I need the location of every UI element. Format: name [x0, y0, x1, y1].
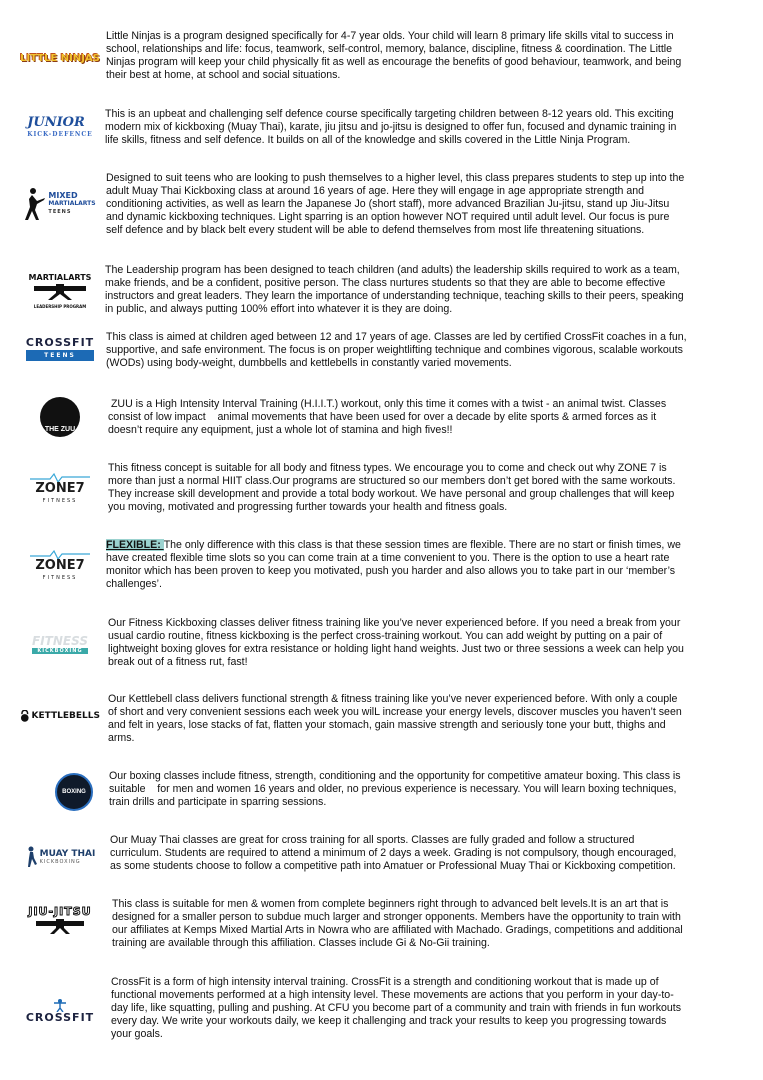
program-description: [106, 172, 684, 237]
text-line: challenges’.: [106, 577, 162, 590]
logo-subword: FITNESS: [42, 575, 78, 581]
program-description: [109, 770, 681, 809]
zone7-logo: [20, 472, 100, 508]
text-line: Our Muay Thai classes are great for cross training for all sports. Classes are fully graded and follow a structured: [110, 834, 635, 846]
program-description: [105, 108, 676, 147]
logo-subword: LEADERSHIP PROGRAM: [33, 304, 87, 309]
program-description: [106, 331, 687, 370]
text-line: CrossFit is a form of high intensity interval training. CrossFit is a strength and conditioning workout that is made up of: [111, 976, 659, 988]
logo-word: MARTIALARTS: [28, 273, 92, 282]
text-line: self defence and by black belt every student will be able to defend themselves from most life threatening situations.: [106, 223, 645, 236]
logo-subword: TEENS: [48, 209, 72, 215]
little-ninjas-logo: [20, 44, 100, 74]
logo-word: FITNESS: [32, 634, 88, 648]
zone7-logo-text: [30, 550, 90, 584]
leadership-logo: [20, 268, 100, 316]
text-line: Little Ninjas is a program designed specifically for 4-7 year olds. Your child will learn 8 primary life skills vital to success in: [106, 30, 674, 42]
text-line: have created flexible time slots so you can come train at a time convenient to you. There is the option to use a heart rate: [106, 551, 670, 564]
program-description: [106, 539, 681, 591]
text-line: (WODs) using body-weight, dumbbells and kettlebells in constantly varied movements.: [106, 356, 512, 369]
logo-word: BOXING: [62, 789, 86, 795]
text-line: and dynamic kickboxing techniques. Light sparring is an option however NOT required until adult level. Our focus is pure: [106, 210, 670, 223]
text-line: their best at home, at school and social situations.: [106, 68, 341, 81]
kicker-icon: [25, 846, 37, 868]
text-line: doesn’t require any equipment, just a whole lot of stamina and high fives!!: [108, 423, 453, 436]
crossfit-logo: [20, 990, 100, 1030]
text-line: training are available through this affiliation. Classes include Gi & No-Gii training.: [112, 936, 490, 949]
program-description: [108, 617, 684, 669]
program-description: [108, 398, 666, 437]
logo-word: KETTLEBELLS: [31, 711, 100, 721]
text-line: monitor which has been proven to keep you motivated, push you harder and also allows you to take part in our ‘member’s: [106, 564, 676, 577]
belt-icon: [32, 918, 88, 934]
text-line: Ninjas program will keep your child physically fit as well as encourage the benefits of good behaviour, teamwork, and being: [106, 55, 682, 68]
logo-word: ZONE7: [35, 558, 85, 573]
black-belt-icon: [32, 282, 88, 300]
boxing-logo: [34, 772, 114, 812]
text-line: in public, and always putting 100% effort into whatever it is they are doing.: [105, 302, 453, 315]
text-line: consist of low impact animal movements that have been used for over a decade by elite sports & armed forces as it: [108, 410, 657, 423]
junior-logo: [20, 112, 100, 146]
mma-teens-logo: [20, 182, 100, 226]
logo-word: JIU-JITSU: [28, 905, 92, 918]
zone7-logo-text: [30, 473, 90, 507]
logo-subword: KICKBOXING: [32, 648, 88, 654]
program-description: [110, 834, 676, 873]
program-description: [105, 264, 684, 316]
text-line: They increase skill development and provide a total body workout. We have personal and group challenges that will keep: [108, 487, 675, 500]
text-line: train drills and participate in sparring sessions.: [109, 795, 327, 808]
text-line: modern mix of kickboxing (Muay Thai), karate, jiu jitsu and jo-jitsu is designed to offer fun, focused and dynamic training in: [105, 120, 677, 133]
flexible-highlight: FLEXIBLE:: [106, 539, 164, 551]
jiu-jitsu-logo: [20, 902, 100, 942]
kettlebell-icon: [20, 710, 30, 722]
text-span: The only difference with this class is that these session times are flexible. There are no start or finish times, we: [163, 539, 681, 551]
fitness-kickboxing-logo-text: [32, 634, 88, 654]
text-line: [106, 539, 681, 552]
text-line: school, relationships and life: focus, teamwork, self-control, memory, balance, discipline, fitness & coordination. The Little: [106, 42, 673, 55]
fighter-icon: [24, 187, 46, 221]
text-line: your goals.: [111, 1027, 163, 1040]
muay-thai-logo-text: [40, 849, 96, 865]
text-line: suitable for men and women 16 years and older, no previous experience is necessary. You will learn boxing techniques,: [109, 782, 677, 795]
text-line: conditioning activities, as well as learn the Japanese Jo (short staff), more advanced Brazilian Ju-jitsu, stand up Jiu-Jitsu: [106, 197, 670, 210]
text-line: usual cardio routine, fitness kickboxing is the perfect cross-training workout. You can add weight by putting on a pair of: [108, 629, 663, 642]
program-description: [112, 898, 683, 950]
program-description: [106, 30, 681, 82]
zuu-logo: [20, 394, 100, 440]
gorilla-icon: [40, 397, 80, 437]
logo-subword: TEENS: [26, 350, 94, 361]
kettlebells-logo: [20, 705, 100, 727]
text-line: instructors and great leaders. They learn the importance of understanding technique, teaching skills to their peers, speaking: [105, 289, 684, 302]
logo-word: MUAY THAI: [39, 849, 96, 859]
text-line: This is an upbeat and challenging self defence course specifically targeting children between 8-12 years old. This exciting: [105, 108, 674, 120]
text-line: Our Fitness Kickboxing classes deliver fitness training like you’ve never experienced before. If you need a break from your: [108, 617, 681, 629]
little-ninjas-logo-text: LITTLE NINJAS: [20, 53, 100, 64]
text-line: every day. We write your workouts daily, we keep it challenging and track your results to keep you progressing towards: [111, 1014, 667, 1027]
logo-word: MIXED: [48, 191, 78, 200]
text-line: you moving, motivated and progressing further towards your health and fitness goals.: [108, 500, 508, 513]
crossfit-teens-logo-text: [26, 337, 94, 361]
text-line: curriculum. Students are required to attend a minimum of 2 days a week. Grading is not compulsory, though encouraged,: [110, 846, 677, 859]
logo-subword: FITNESS: [42, 498, 78, 504]
logo-word: ZONE7: [35, 481, 85, 496]
text-line: Our boxing classes include fitness, strength, conditioning and the opportunity for competitive amateur boxing. This class is: [109, 770, 681, 782]
text-line: break out of a fitness rut, fast!: [108, 655, 248, 668]
text-line: This fitness concept is suitable for all body and fitness types. We encourage you to come and check out why ZONE 7 is: [108, 462, 667, 474]
mma-logo-text: [48, 192, 95, 216]
fitness-kickboxing-logo: [20, 629, 100, 659]
logo-word: THE ZUU: [44, 426, 76, 433]
text-line: lightweight boxing gloves for extra resistance or holding light hand weights. Just two or three sessions a week can help you: [108, 642, 684, 655]
text-line: Designed to suit teens who are looking to push themselves to a higher level, this class prepares students to step up into the: [106, 172, 685, 184]
logo-word: JUNIOR: [27, 115, 85, 130]
text-line: ZUU is a High Intensity Interval Training (H.I.I.T.) workout, only this time it comes with a twist - an animal twist. Classes: [108, 398, 667, 410]
junior-logo-text: [27, 117, 93, 141]
text-line: This class is aimed at children aged between 12 and 17 years of age. Classes are led by certified CrossFit coaches in a fun,: [106, 331, 687, 343]
text-line: of short and very convenient sessions each week you wilL increase your energy levels, discover muscles you haven’t seen: [108, 705, 682, 718]
text-line: functional movements performed at a high intensity level. These movements are actions that you perform in your day-to-: [111, 988, 674, 1001]
logo-subword: KICKBOXING: [39, 859, 81, 865]
crossfit-teens-logo: [20, 331, 100, 367]
logo-word: CROSSFIT: [25, 1010, 95, 1024]
logo-subword: KICK-DEFENCE: [27, 131, 93, 138]
program-description: [108, 462, 675, 514]
muay-thai-logo: [20, 842, 100, 872]
text-line: life skills, fitness and self defence. It builds on all of the knowledge and skills covered in the Little Ninja Program.: [105, 133, 631, 146]
athlete-icon: [53, 998, 67, 1012]
zone7-flexible-logo: [20, 549, 100, 585]
text-line: day life, like squatting, pulling and pushing. At CFU you become part of a community and train with friends in fun workouts: [111, 1001, 682, 1014]
text-line: The Leadership program has been designed to teach children (and adults) the leadership skills required to work as a team,: [105, 264, 680, 276]
logo-word: CROSSFIT: [25, 336, 95, 349]
text-line: our affiliates at Kemps Mixed Martial Arts in Nowra who are affiliated with Machado. Gradings, competitions and additional: [112, 923, 683, 936]
jiu-jitsu-logo-text: [28, 905, 91, 939]
program-description: [111, 976, 681, 1041]
leadership-logo-text: [29, 273, 92, 311]
text-line: This class is suitable for men & women from complete beginners right through to advanced belt levels.It is an art that is: [112, 898, 669, 910]
logo-subword: MARTIALARTS: [48, 200, 96, 207]
text-line: and felt in years, lose stacks of fat, flatten your stomach, gain massive strength and seriously tone your butt, thighs and: [108, 718, 666, 731]
text-line: make friends, and be a confident, positive person. The class nurtures students so that they are able to become effective: [105, 276, 666, 289]
text-line: designed for a smaller person to subdue much larger and stronger opponents. Members have the opportunity to train with: [112, 910, 681, 923]
program-description: [108, 693, 682, 745]
text-line: supportive, and safe environment. The focus is on proper weightlifting technique and combines vigorous, scalable workouts: [106, 343, 683, 356]
text-line: more than just a normal HIIT class.Our programs are structured so our members don’t get bored with the same workouts.: [108, 474, 676, 487]
text-line: as some students choose to follow a competitive path into Amatuer or Professional Muay Thai or Kickboxing competition.: [110, 859, 676, 872]
boxing-badge-icon: [55, 773, 93, 811]
crossfit-logo-text: [26, 998, 94, 1023]
text-line: arms.: [108, 731, 135, 744]
text-line: Our Kettlebell class delivers functional strength & fitness training like you’ve never experienced before. With only a couple: [108, 693, 678, 705]
text-line: adult Muay Thai Kickboxing class at around 16 years of age. Here they will engage in age appropriate strength and: [106, 184, 645, 197]
